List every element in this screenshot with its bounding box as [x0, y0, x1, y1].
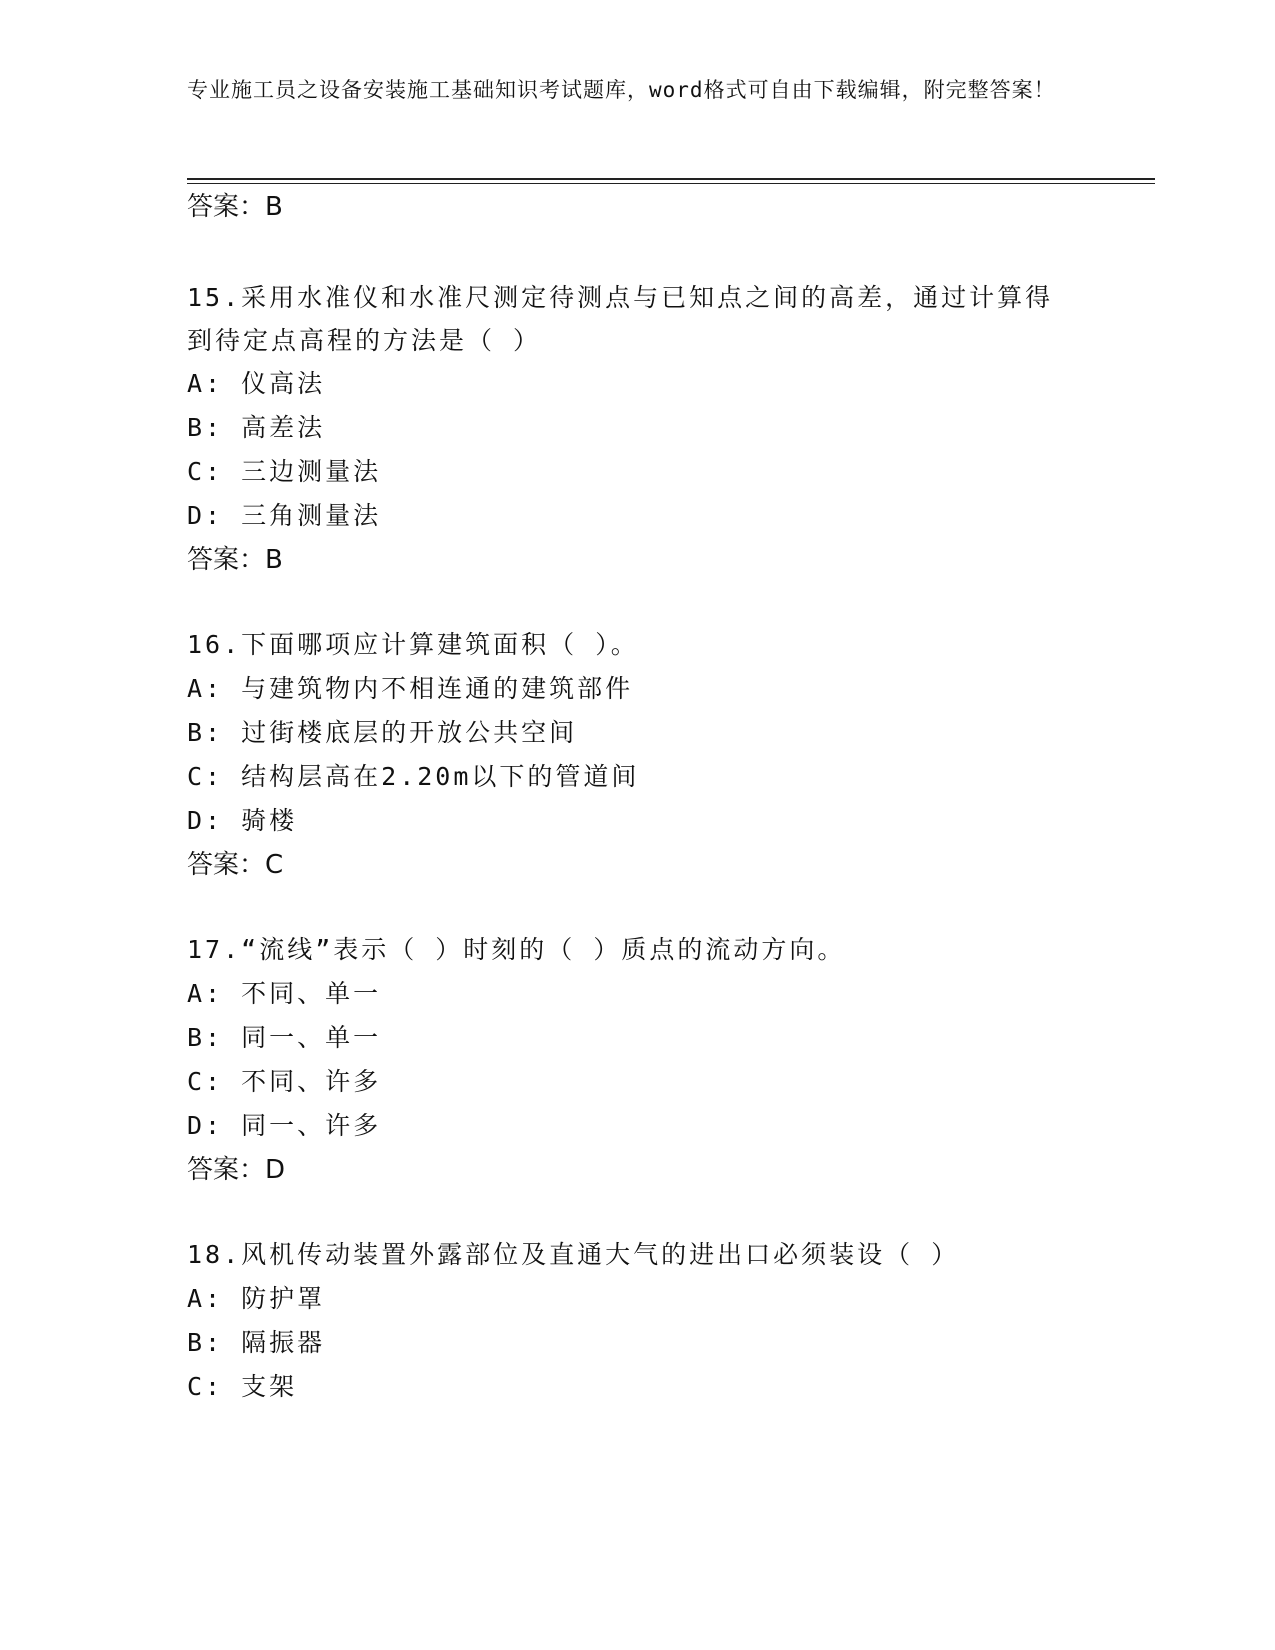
header-rule-thick [187, 178, 1155, 180]
header-rule-thin [187, 183, 1155, 184]
question-option: B: 高差法 [187, 413, 326, 442]
question-answer: 答案：B [187, 545, 283, 575]
question-option: A: 防护罩 [187, 1284, 326, 1313]
document-header: 专业施工员之设备安装施工基础知识考试题库，word格式可自由下载编辑，附完整答案！ [187, 78, 1056, 102]
question-option: A: 不同、单一 [187, 979, 382, 1008]
question-stem: 17.“流线”表示（ ）时刻的（ ）质点的流动方向。 [187, 935, 846, 964]
question-stem: 15.采用水准仪和水准尺测定待测点与已知点之间的高差，通过计算得到待定点高程的方法是（ ） [187, 283, 1054, 355]
prev-answer: 答案：B [187, 192, 283, 222]
question-option: A: 与建筑物内不相连通的建筑部件 [187, 674, 634, 703]
question-option: D: 同一、许多 [187, 1111, 382, 1140]
question-option: C: 三边测量法 [187, 457, 382, 486]
question-answer: 答案：D [187, 1155, 286, 1185]
question-option: B: 同一、单一 [187, 1023, 382, 1052]
question-option: B: 隔振器 [187, 1328, 326, 1357]
question-answer: 答案：C [187, 850, 284, 880]
question-option: C: 结构层高在2.20m以下的管道间 [187, 762, 640, 791]
question-stem: 18.风机传动装置外露部位及直通大气的进出口必须装设（ ） [187, 1240, 960, 1269]
question-option: B: 过街楼底层的开放公共空间 [187, 718, 578, 747]
question-stem: 16.下面哪项应计算建筑面积（ ）。 [187, 630, 639, 659]
question-option: A: 仪高法 [187, 369, 326, 398]
question-option: C: 不同、许多 [187, 1067, 382, 1096]
question-option: D: 三角测量法 [187, 501, 382, 530]
question-option: C: 支架 [187, 1372, 298, 1401]
question-option: D: 骑楼 [187, 806, 298, 835]
